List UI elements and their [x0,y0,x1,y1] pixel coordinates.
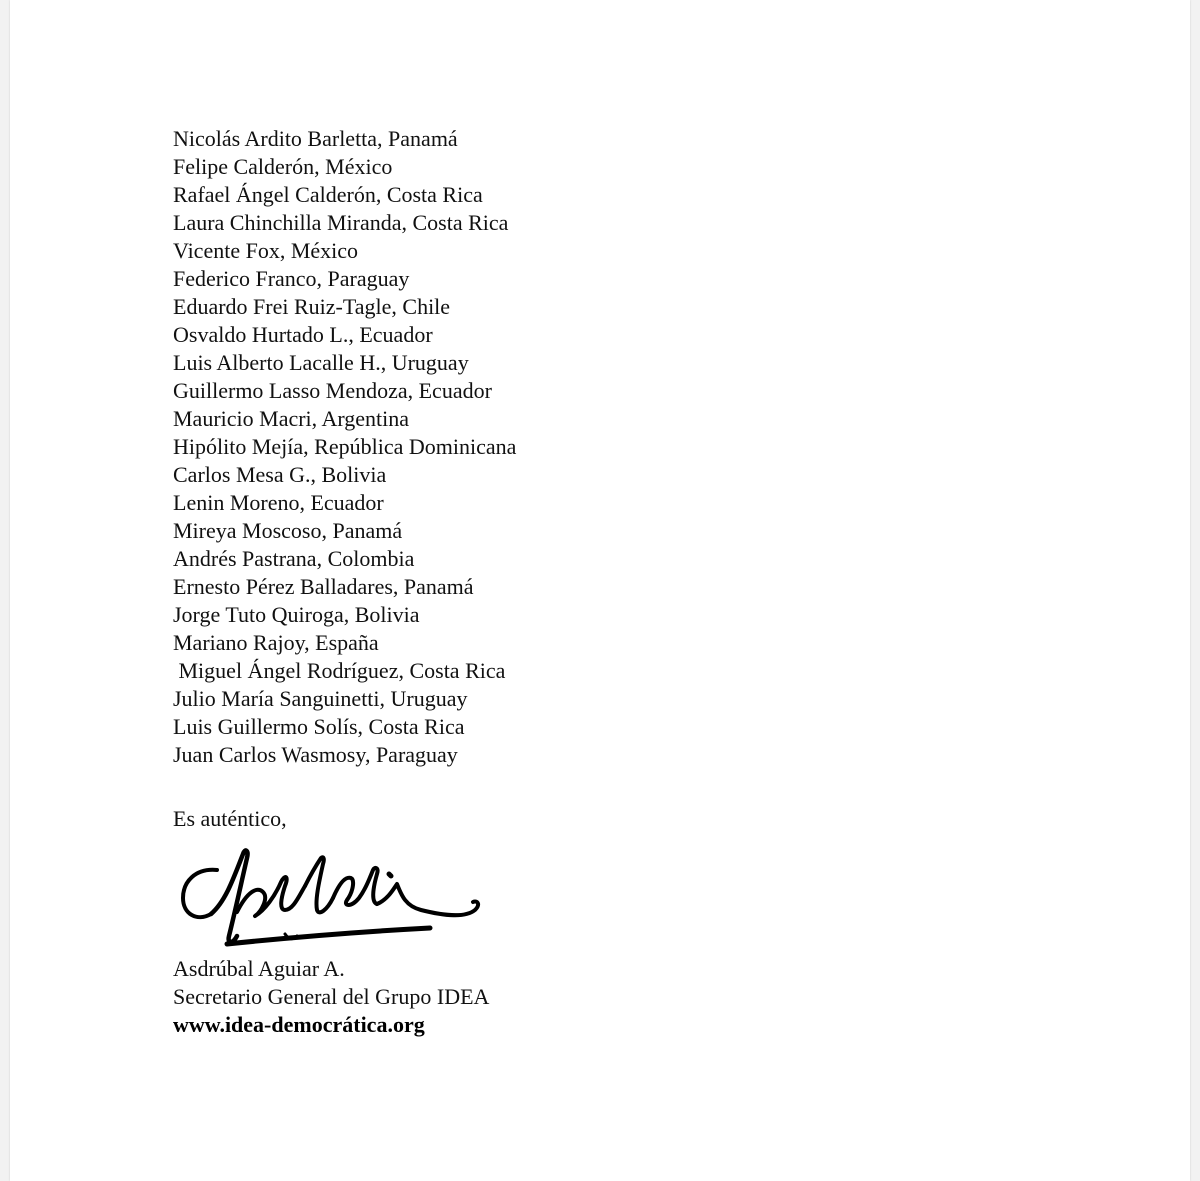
signer-item: Ernesto Pérez Balladares, Panamá [173,574,474,599]
signer-item: Hipólito Mejía, República Dominicana [173,434,517,459]
signer-item: Lenin Moreno, Ecuador [173,490,384,515]
signer-item: Vicente Fox, México [173,238,359,263]
website-link[interactable]: www.idea-democrática.org [173,1012,425,1037]
signers-list [173,125,516,769]
signer-item: Osvaldo Hurtado L., Ecuador [173,322,433,347]
signer-item: Carlos Mesa G., Bolivia [173,462,387,487]
closing-line: Es auténtico, [173,806,287,831]
signer-item: Felipe Calderón, México [173,154,393,179]
signer-item: Jorge Tuto Quiroga, Bolivia [173,602,420,627]
signer-item: Rafael Ángel Calderón, Costa Rica [173,182,483,207]
signer-item: Juan Carlos Wasmosy, Paraguay [173,742,458,767]
signatory-block [173,955,489,1039]
signer-item: Luis Alberto Lacalle H., Uruguay [173,350,469,375]
document-page [10,0,1190,1181]
signer-item: Julio María Sanguinetti, Uruguay [173,686,468,711]
signer-item: Andrés Pastrana, Colombia [173,546,415,571]
handwritten-signature [175,840,495,950]
signer-item: Nicolás Ardito Barletta, Panamá [173,126,458,151]
signer-item: Laura Chinchilla Miranda, Costa Rica [173,210,509,235]
signer-item: Miguel Ángel Rodríguez, Costa Rica [173,658,506,683]
signer-item: Guillermo Lasso Mendoza, Ecuador [173,378,492,403]
signer-item: Mariano Rajoy, España [173,630,379,655]
signer-item: Mireya Moscoso, Panamá [173,518,403,543]
signer-item: Federico Franco, Paraguay [173,266,410,291]
signatory-title: Secretario General del Grupo IDEA [173,984,490,1009]
signer-item: Luis Guillermo Solís, Costa Rica [173,714,465,739]
signer-item: Mauricio Macri, Argentina [173,406,410,431]
signer-item: Eduardo Frei Ruiz-Tagle, Chile [173,294,451,319]
signatory-name: Asdrúbal Aguiar A. [173,956,345,981]
